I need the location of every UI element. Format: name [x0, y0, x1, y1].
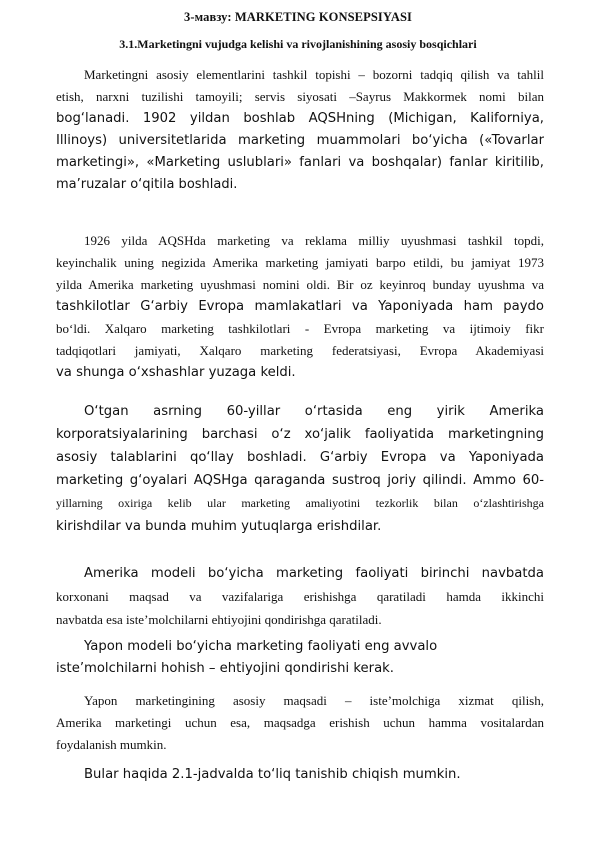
paragraph-line: keyinchalik uning negizida Amerika marketing jamiyati barpo etildi, bu jamiyat 1973: [56, 255, 544, 270]
paragraph-line: navbatda esa iste’molchilarni ehtiyojini qondirishga qaratiladi.: [56, 612, 382, 627]
paragraph-line: tashkilotlar G‘arbiy Evropa mamlakatlari va Yaponiyada ham paydo: [56, 299, 544, 314]
paragraph-line: Bular haqida 2.1-jadvalda to‘liq tanishib chiqish mumkin.: [84, 767, 461, 782]
paragraph-line: yilda Amerika marketing uyushmasi nomini oldi. Bir oz keyinroq bunday uyushma va: [56, 277, 544, 292]
paragraph-line: 1926 yilda AQSHda marketing va reklama milliy uyushmasi tashkil topdi,: [84, 233, 544, 248]
paragraph-line: Yapon marketingining asosiy maqsadi – iste’molchiga xizmat qilish,: [84, 693, 544, 708]
paragraph-line: Amerika marketingi uchun esa, maqsadga erishish uchun hamma vositalardan: [56, 715, 544, 730]
paragraph-line: asosiy talablarini qo‘llay boshladi. G‘arbiy Evropa va Yaponiyada: [56, 450, 544, 465]
paragraph-line: korxonani maqsad va vazifalariga erishishga qaratiladi hamda ikkinchi: [56, 589, 544, 604]
paragraph-line: yillarning oxiriga kelib ular marketing amaliyotini tezkorlik bilan o‘zlashtirishga: [56, 496, 544, 510]
paragraph-line: Illinoys) universitetlarida marketing muammolari bo‘yicha («Tovarlar: [56, 133, 544, 148]
paragraph-line: bo‘ldi. Xalqaro marketing tashkilotlari - Evropa marketing va ijtimoiy fikr: [56, 321, 544, 336]
paragraph-line: marketingi», «Marketing uslublari» fanlari va boshqalar) fanlar kiritilib,: [56, 155, 544, 170]
paragraph-5: [56, 636, 544, 680]
paragraph-line: va shunga o‘xshashlar yuzaga keldi.: [56, 365, 296, 380]
paragraph-7: [56, 764, 544, 786]
paragraph-6: [56, 690, 544, 756]
paragraph-line: Amerika modeli bo‘yicha marketing faoliyati birinchi navbatda: [84, 566, 544, 581]
paragraph-line: O‘tgan asrning 60-yillar o‘rtasida eng yirik Amerika: [84, 404, 544, 419]
paragraph-line: bog‘lanadi. 1902 yildan boshlab AQSHning (Michigan, Kaliforniya,: [56, 111, 544, 126]
paragraph-2: [56, 230, 544, 384]
paragraph-4: [56, 562, 544, 631]
section-subtitle: 3.1.Marketingni vujudga kelishi va rivojlanishining asosiy bosqichlari: [119, 37, 477, 51]
paragraph-line: iste’molchilarni hohish – ehtiyojini qondirishi kerak.: [56, 661, 394, 676]
paragraph-line: korporatsiyalarining barchasi o‘z xo‘jalik faoliyatida marketingning: [56, 427, 544, 442]
paragraph-1: [56, 64, 544, 196]
paragraph-line: ma’ruzalar o‘qitila boshladi.: [56, 177, 238, 192]
paragraph-line: marketing g‘oyalari AQSHga qaraganda sustroq joriy qilindi. Ammo 60-: [56, 473, 544, 488]
paragraph-line: kirishdilar va bunda muhim yutuqlarga erishdilar.: [56, 519, 382, 534]
paragraph-line: foydalanish mumkin.: [56, 737, 167, 752]
paragraph-3: [56, 400, 544, 538]
paragraph-line: etish, narxni tuzilishi tamoyili; servis siyosati –Sayrus Makkormek nomi bilan: [56, 89, 544, 104]
paragraph-line: Marketingni asosiy elementlarini tashkil topishi – bozorni tadqiq qilish va tahlil: [84, 67, 544, 82]
topic-title: 3-мавзу: MARKETING KONSEPSIYASI: [183, 10, 412, 24]
paragraph-line: tadqiqotlari jamiyati, Xalqaro marketing federatsiyasi, Evropa Akademiyasi: [56, 343, 544, 358]
paragraph-line: Yapon modeli bo‘yicha marketing faoliyati eng avvalo: [84, 639, 438, 654]
